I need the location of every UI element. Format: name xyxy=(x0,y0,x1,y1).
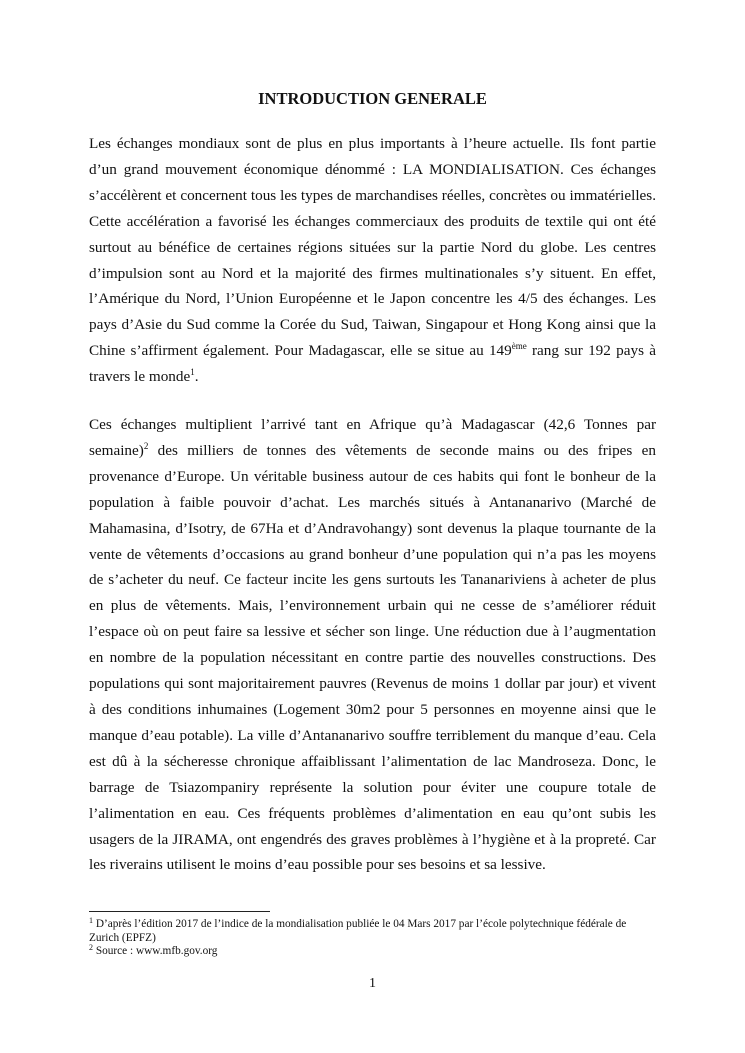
paragraph-1 xyxy=(89,131,656,390)
paragraph-1-text-a: Les échanges mondiaux sont de plus en plus importants à l’heure actuelle. Ils font partie d’un grand mouvement économique dénommé : LA MONDIALISATION. Ces échanges s’accélèrent et concernent tous les types de marchandises réelles, concrètes ou immatérielles. Cette accélération a favorisé les échanges commerciaux des produits de textile qui ont été surtout au bénéfice de certaines régions situées sur la partie Nord du globe. Les centres d’impulsion sont au Nord et la majorité des firmes multinationales s’y situent. En effet, l’Amérique du Nord, l’Union Européenne et le Japon concentre les 4/5 des échanges. Les pays d’Asie du Sud comme la Corée du Sud, Taiwan, Singapour et Hong Kong ainsi que la Chine s’affirment également. Pour Madagascar, elle se situe au 149 xyxy=(89,135,656,360)
paragraph-1-text-b: rang sur 192 pays à travers le monde xyxy=(89,342,656,386)
ordinal-suffix: ème xyxy=(511,341,527,352)
paragraph-2-text-b: des milliers de tonnes des vêtements de seconde mains ou des fripes en provenance d’Europe. Un véritable business autour de ces habits qui font le bonheur de la population à faible pouvoir d’achat. Les marchés situés à Antananarivo (Marché de Mahamasina, d’Isotry, de 67Ha et d’Andravohangy) sont devenus la plaque tournante de la vente de vêtements d’occasions au grand bonheur d’une population qui n’a pas les moyens de s’acheter du neuf. Ce facteur incite les gens surtouts les Tananariviens à acheter de plus en plus de vêtements. Mais, l’environnement urbain qui ne cesse de s’améliorer réduit l’espace où on peut faire sa lessive et sécher son linge. Une réduction due à l’augmentation en nombre de la population nécessitant en contre partie des nouvelles constructions. Des populations qui sont majoritairement pauvres (Revenus de moins 1 dollar par jour) et vivent à des conditions inhumaines (Logement 30m2 pour 5 personnes en moyenne ainsi que le manque d’eau potable). La ville d’Antananarivo souffre terriblement du manque d’eau. Cela est dû à la sécheresse chronique affaiblissant l’alimentation de lac Mandroseza. Donc, le barrage de Tsiazompaniry représente la solution pour éviter une coupure totale de l’alimentation en eau. Ces fréquents problèmes d’alimentation en eau qu’ont subis les usagers de la JIRAMA, ont engendrés des graves problèmes à l’hygiène et à la propreté. Car les riverains utilisent le moins d’eau possible pour ses besoins et sa lessive. xyxy=(89,441,656,874)
footnotes xyxy=(89,918,656,959)
footnote-2-text: Source : www.mfb.gov.org xyxy=(93,945,218,957)
footnote-ref-2: 2 xyxy=(143,440,149,451)
page-number: 1 xyxy=(369,976,376,991)
paragraph-2 xyxy=(89,412,656,878)
footnote-ref-1: 1 xyxy=(190,367,195,378)
footnote-2-number: 2 xyxy=(89,943,93,952)
paragraph-2-text-a: Ces échanges multiplient l’arrivé tant en Afrique qu’à Madagascar (42,6 Tonnes par semaine) xyxy=(89,416,656,459)
paragraph-1-text-c: . xyxy=(194,368,199,386)
footnote-1-number: 1 xyxy=(89,916,93,925)
page-title: INTRODUCTION GENERALE xyxy=(258,89,487,108)
footnote-2 xyxy=(89,945,656,959)
footnote-1 xyxy=(89,918,656,945)
footnote-1-text: D’après l’édition 2017 de l’indice de la mondialisation publiée le 04 Mars 2017 par l’école polytechnique fédérale de Zurich (EPFZ) xyxy=(89,918,627,944)
footnote-separator xyxy=(89,911,270,912)
